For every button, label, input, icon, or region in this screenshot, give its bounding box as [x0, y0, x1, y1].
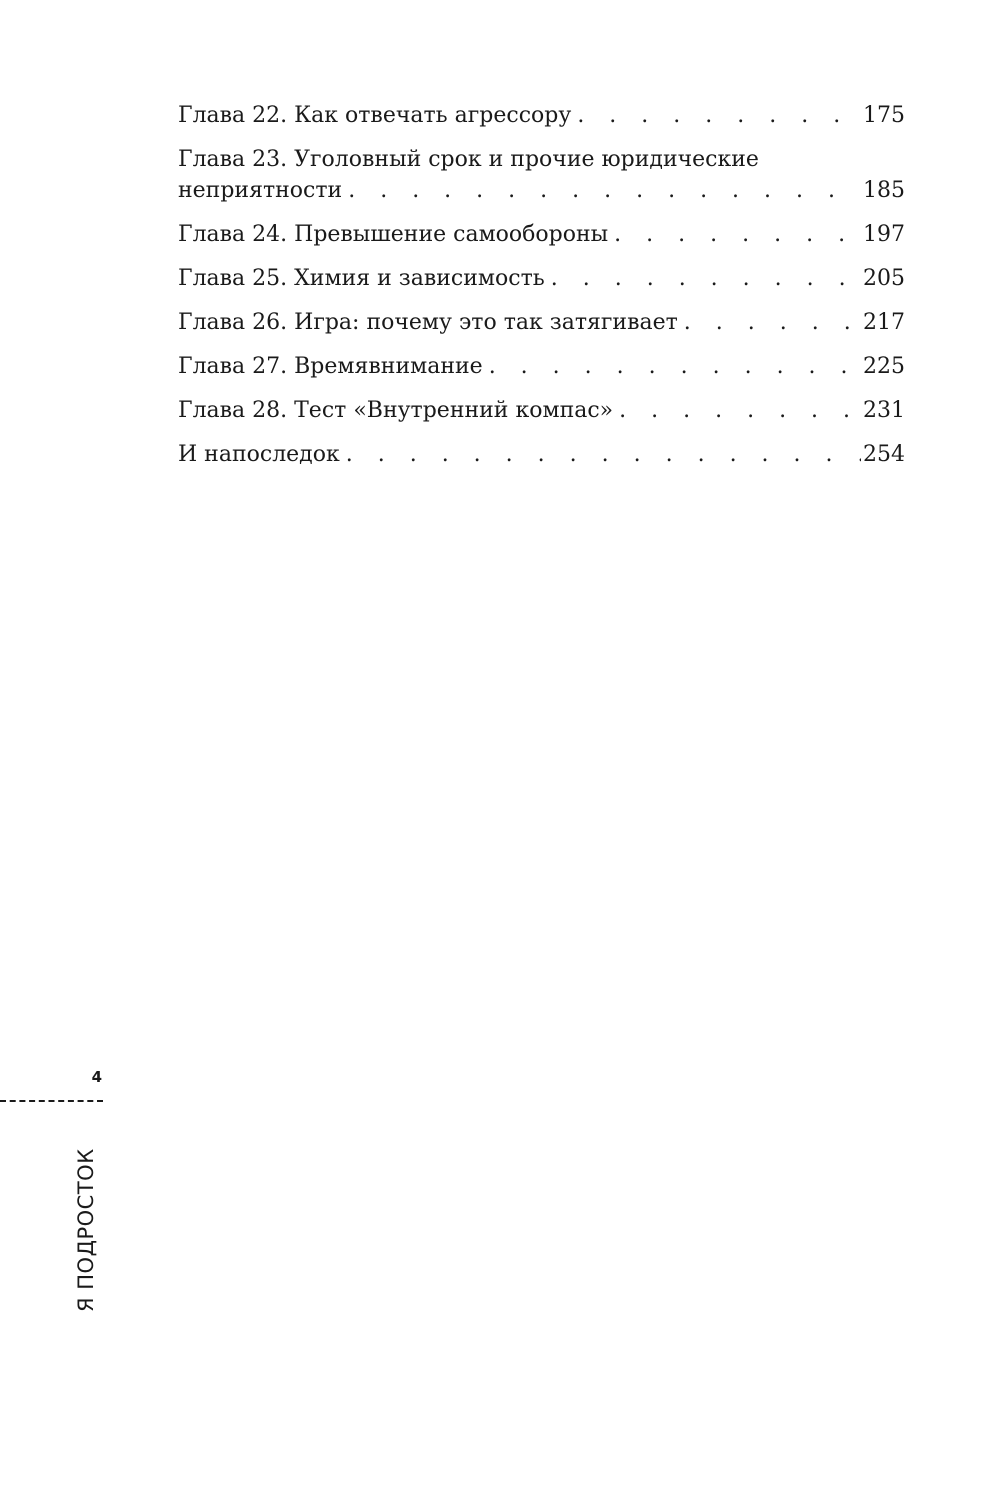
toc-entry-title: Глава 26. Игра: почему это так затягивает [178, 310, 678, 335]
toc-entry-chapter-23[interactable] [178, 144, 905, 206]
dot-leader [551, 263, 861, 294]
dot-leader [684, 307, 861, 338]
toc-entry-page: 231 [863, 398, 905, 423]
toc-entry-title: Глава 24. Превышение самообороны [178, 222, 609, 247]
table-of-contents [178, 100, 905, 483]
running-title: Я ПОДРОСТОК [74, 1148, 98, 1312]
toc-entry-chapter-25[interactable] [178, 263, 905, 294]
toc-entry-chapter-27[interactable] [178, 351, 905, 382]
toc-entry-title: неприятности [178, 178, 343, 203]
toc-entry-page: 217 [863, 310, 905, 335]
dashed-divider [0, 1100, 103, 1102]
toc-entry-chapter-22[interactable] [178, 100, 905, 131]
page-number: 4 [91, 1068, 102, 1086]
toc-entry-title: Глава 22. Как отвечать агрессору [178, 103, 572, 128]
toc-entry-page: 225 [863, 354, 905, 379]
dot-leader [614, 219, 861, 250]
toc-entry-title: И напоследок [178, 442, 340, 467]
toc-entry-page: 175 [863, 103, 905, 128]
toc-entry-page: 197 [863, 222, 905, 247]
dot-leader [346, 439, 861, 470]
toc-entry-page: 185 [863, 178, 905, 203]
toc-entry-page: 205 [863, 266, 905, 291]
dot-leader [577, 100, 861, 131]
toc-entry-title: Глава 28. Тест «Внутренний компас» [178, 398, 614, 423]
toc-entry-title: Глава 27. Времявнимание [178, 354, 483, 379]
toc-entry-chapter-28[interactable] [178, 395, 905, 426]
dot-leader [619, 395, 861, 426]
toc-entry-chapter-26[interactable] [178, 307, 905, 338]
toc-entry-title: Глава 25. Химия и зависимость [178, 266, 545, 291]
toc-entry-afterword[interactable] [178, 439, 905, 470]
toc-entry-page: 254 [863, 442, 905, 467]
toc-entry-chapter-24[interactable] [178, 219, 905, 250]
dot-leader [348, 175, 861, 206]
toc-entry-title-line1: Глава 23. Уголовный срок и прочие юридические [178, 147, 759, 172]
dot-leader [489, 351, 861, 382]
